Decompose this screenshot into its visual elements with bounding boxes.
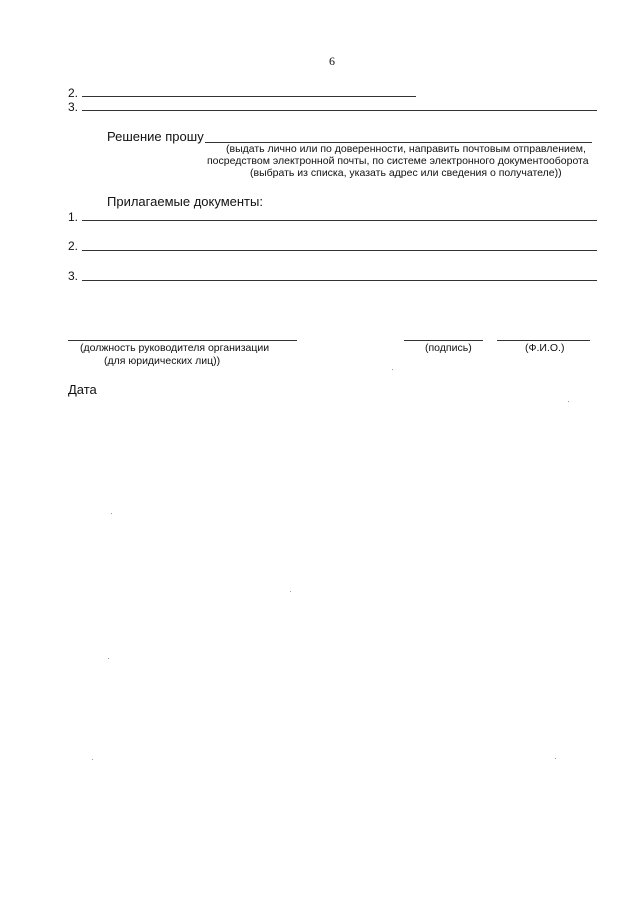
- attachments-heading: Прилагаемые документы:: [107, 194, 263, 209]
- decision-label: Решение прошу: [107, 129, 204, 144]
- name-caption: (Ф.И.О.): [525, 342, 565, 354]
- item-3-line: [82, 110, 597, 111]
- scan-speck: [392, 369, 393, 370]
- item-3-number: 3.: [68, 100, 79, 114]
- page-number: 6: [329, 54, 335, 68]
- attachment-1-line: [82, 220, 597, 221]
- item-2-number: 2.: [68, 86, 79, 100]
- decision-hint-line-1: (выдать лично или по доверенности, направить почтовым отправлением,: [226, 143, 586, 155]
- scan-speck: [568, 401, 569, 402]
- signature-caption: (подпись): [425, 342, 472, 354]
- item-2-line: [82, 96, 416, 97]
- scan-speck: [108, 658, 109, 659]
- scan-speck: [92, 759, 93, 760]
- position-line: [68, 340, 297, 341]
- name-line: [497, 340, 590, 341]
- position-caption-line-1: (должность руководителя организации: [80, 342, 270, 354]
- date-label: Дата: [68, 382, 97, 397]
- attachment-3-line: [82, 280, 597, 281]
- decision-hint-line-2: посредством электронной почты, по системе электронного документооборота: [207, 155, 589, 167]
- scan-speck: [111, 513, 112, 514]
- signature-line: [404, 340, 483, 341]
- position-caption-line-2: (для юридических лиц)): [104, 355, 221, 367]
- attachment-3-number: 3.: [68, 269, 79, 283]
- attachment-2-line: [82, 250, 597, 251]
- attachment-1-number: 1.: [68, 210, 79, 224]
- scan-speck: [290, 591, 291, 592]
- decision-hint-line-3: (выбрать из списка, указать адрес или сведения о получателе)): [250, 167, 562, 179]
- attachment-2-number: 2.: [68, 239, 79, 253]
- scan-speck: [555, 758, 556, 759]
